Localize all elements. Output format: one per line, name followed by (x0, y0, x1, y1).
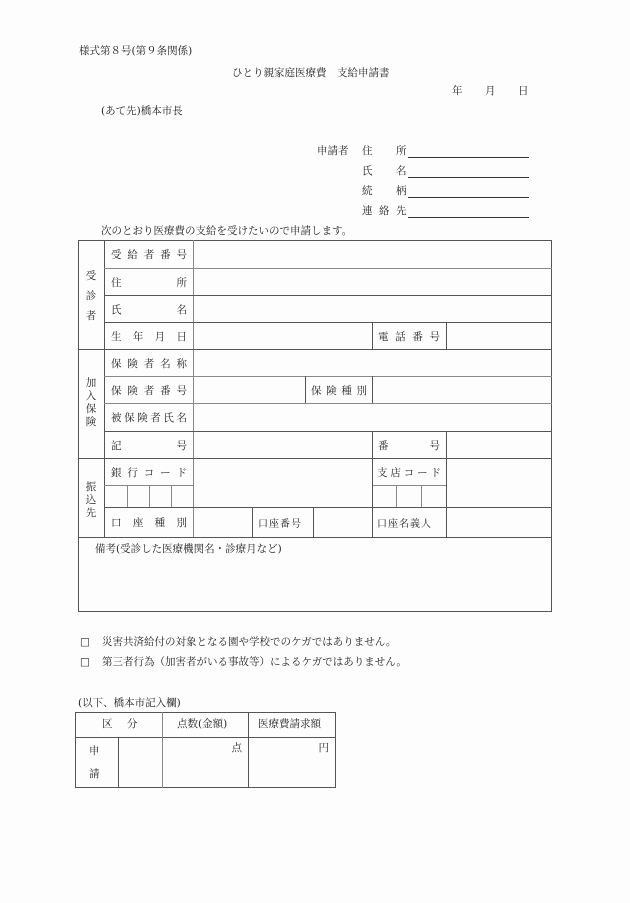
field-label-char: 氏 (362, 165, 373, 177)
label-char: 称 (176, 357, 187, 370)
checkbox[interactable]: □ (80, 656, 90, 668)
birth-date-label (111, 323, 187, 349)
label-char: 口 (111, 517, 122, 529)
applicant-contact-input[interactable] (408, 217, 529, 218)
label-char: 号 (176, 439, 187, 452)
field-label-char: 柄 (396, 185, 407, 197)
number-input[interactable] (447, 432, 551, 458)
label-char: 険 (137, 412, 148, 424)
label-char: 号 (176, 249, 187, 261)
label-char: ー (417, 466, 428, 479)
application-sub-cell[interactable] (119, 738, 162, 787)
section-char: 診 (85, 290, 97, 302)
label-char: 番 (412, 330, 423, 343)
label-char: 者 (150, 412, 161, 424)
section-char: 込 (85, 494, 97, 506)
label-char: 保 (311, 384, 322, 397)
label-char: 年 (132, 330, 144, 343)
recipient-number-label (111, 241, 187, 268)
label-char: 支 (377, 466, 388, 479)
label-char: 番 (160, 384, 171, 397)
label-char: 氏 (163, 412, 174, 424)
label-char: 所 (176, 276, 187, 289)
field-label-char: 名 (396, 165, 407, 177)
claim-header: 医療費請求額 (258, 718, 321, 730)
label-char: 日 (176, 330, 187, 343)
section-insurance-label (83, 377, 99, 429)
label-char: 名 (176, 303, 187, 316)
insured-name-label (111, 404, 187, 431)
label-char: 名 (160, 357, 171, 370)
applicant-relationship-input[interactable] (408, 197, 529, 198)
field-label-char: 絡 (379, 205, 390, 217)
label-char: 氏 (111, 303, 122, 316)
label-char: 険 (326, 384, 337, 397)
remarks-label: 備考(受診した医療機関名・診療月など) (95, 543, 282, 555)
addressee: (あて先)橋本市長 (101, 105, 183, 117)
field-label-char: 住 (362, 145, 373, 157)
label-char: 被 (111, 412, 122, 424)
bank-code-digit-3[interactable] (150, 486, 171, 507)
page-title: ひとり親家庭医療費 支給申請書 (232, 67, 390, 79)
account-number-label: 口座番号 (258, 519, 302, 530)
label-char: 者 (143, 249, 155, 261)
label-char: ド (176, 466, 187, 479)
section-char: 受 (85, 270, 97, 282)
claim-unit: 円 (318, 742, 329, 754)
section-char: 者 (85, 310, 97, 322)
label-char: 銀 (111, 466, 122, 479)
field-label-char: 所 (396, 145, 407, 157)
insured-name-input[interactable] (194, 404, 551, 431)
label-char: コ (143, 466, 155, 479)
label-char: 種 (154, 517, 166, 529)
birth-date-input[interactable] (194, 323, 372, 349)
account-holder-input[interactable] (447, 508, 551, 537)
applicant-address-input[interactable] (408, 157, 529, 158)
bank-code-label (111, 459, 187, 485)
label-char: 別 (356, 384, 367, 397)
label-char: 別 (176, 517, 187, 529)
field-label-char: 連 (362, 205, 373, 217)
section-char: 先 (85, 507, 97, 519)
account-type-label (111, 508, 187, 537)
branch-code-digit-3[interactable] (422, 486, 446, 507)
label-char: 号 (429, 439, 440, 452)
branch-code-digit-1[interactable] (373, 486, 396, 507)
patient-address-label (111, 269, 187, 295)
bank-code-digit-2[interactable] (128, 486, 149, 507)
date-day-label: 日 (518, 85, 529, 97)
label-char: 番 (160, 249, 171, 261)
label-char: 者 (143, 384, 155, 397)
field-label-char: 続 (362, 185, 373, 197)
bank-name-area[interactable] (194, 459, 372, 507)
label-char: 給 (127, 249, 138, 261)
label-char: 受 (111, 249, 122, 261)
section-char: 加 (85, 377, 97, 389)
label-char: 保 (111, 357, 122, 370)
field-label-char: 先 (396, 205, 407, 217)
label-char: 種 (341, 384, 352, 397)
bank-code-digit-4[interactable] (172, 486, 193, 507)
label-char: 生 (111, 330, 122, 343)
branch-code-label (377, 459, 441, 485)
category-header-char: 分 (127, 718, 138, 730)
intro-text: 次のとおり医療費の支給を受けたいので申請します。 (101, 225, 353, 237)
account-holder-label: 口座名義人 (377, 519, 432, 530)
number-label (378, 432, 440, 458)
section-char: 振 (85, 481, 97, 493)
label-char: 保 (111, 384, 122, 397)
label-char: 住 (111, 276, 122, 289)
bank-code-digit-1[interactable] (105, 486, 127, 507)
points-input[interactable] (163, 738, 248, 787)
date-month-label: 月 (485, 85, 496, 97)
date-year-label: 年 (452, 85, 463, 97)
checkbox[interactable]: □ (80, 636, 90, 648)
label-char: 話 (395, 330, 406, 343)
insurance-type-input[interactable] (373, 377, 551, 403)
section-char: 保 (85, 403, 97, 415)
label-char: 電 (378, 330, 389, 343)
category-header-char: 区 (102, 718, 113, 730)
recipient-number-input[interactable] (194, 241, 551, 268)
branch-code-digit-2[interactable] (397, 486, 421, 507)
section-char: 入 (85, 390, 97, 402)
branch-name-area[interactable] (447, 459, 551, 507)
insurer-number-input[interactable] (194, 377, 305, 403)
section-char: 険 (85, 416, 97, 428)
phone-input[interactable] (447, 323, 551, 349)
section-transfer-label (83, 481, 99, 520)
patient-name-label (111, 296, 187, 322)
label-char: 座 (132, 517, 144, 529)
label-char: 者 (143, 357, 155, 370)
applicant-name-input[interactable] (408, 177, 529, 178)
label-char: 号 (429, 330, 440, 343)
label-char: 行 (127, 466, 138, 479)
label-char: 番 (378, 439, 389, 452)
label-char: コ (403, 466, 415, 479)
office-use-caption: (以下、橋本市記入欄) (78, 697, 181, 709)
label-char: 月 (154, 330, 166, 343)
insurer-name-input[interactable] (194, 350, 551, 376)
label-char: 号 (176, 384, 187, 397)
label-char: ド (430, 466, 441, 479)
remarks-input[interactable] (79, 558, 551, 610)
insurance-type-label (311, 377, 367, 403)
checkbox-label: 第三者行為（加害者がいる事故等）によるケガではありません。 (102, 656, 407, 668)
applicant-label: 申請者 (317, 145, 349, 157)
label-char: 名 (176, 412, 187, 424)
phone-label (378, 323, 440, 349)
patient-name-input[interactable] (194, 296, 551, 322)
account-number-input[interactable] (314, 508, 372, 537)
application-row-label-char: 申 (89, 745, 100, 757)
form-number: 様式第８号(第９条関係) (79, 45, 193, 57)
claim-amount-input[interactable] (249, 738, 335, 787)
insurer-name-label (111, 350, 187, 376)
label-char: 店 (390, 466, 401, 479)
label-char: ー (160, 466, 171, 479)
label-char: 険 (127, 384, 138, 397)
symbol-label (111, 432, 187, 458)
label-char: 険 (127, 357, 138, 370)
checkbox-label: 災害共済給付の対象となる園や学校でのケガではありません。 (102, 636, 397, 648)
account-type-input[interactable] (194, 508, 252, 537)
section-patient-label (83, 266, 99, 326)
insurer-number-label (111, 377, 187, 403)
label-char: 保 (124, 412, 135, 424)
patient-address-input[interactable] (194, 269, 551, 295)
label-char: 記 (111, 439, 122, 452)
application-row-label-char: 請 (89, 768, 100, 780)
symbol-input[interactable] (194, 432, 372, 458)
points-header: 点数(金額) (177, 718, 228, 730)
points-unit: 点 (231, 742, 242, 754)
